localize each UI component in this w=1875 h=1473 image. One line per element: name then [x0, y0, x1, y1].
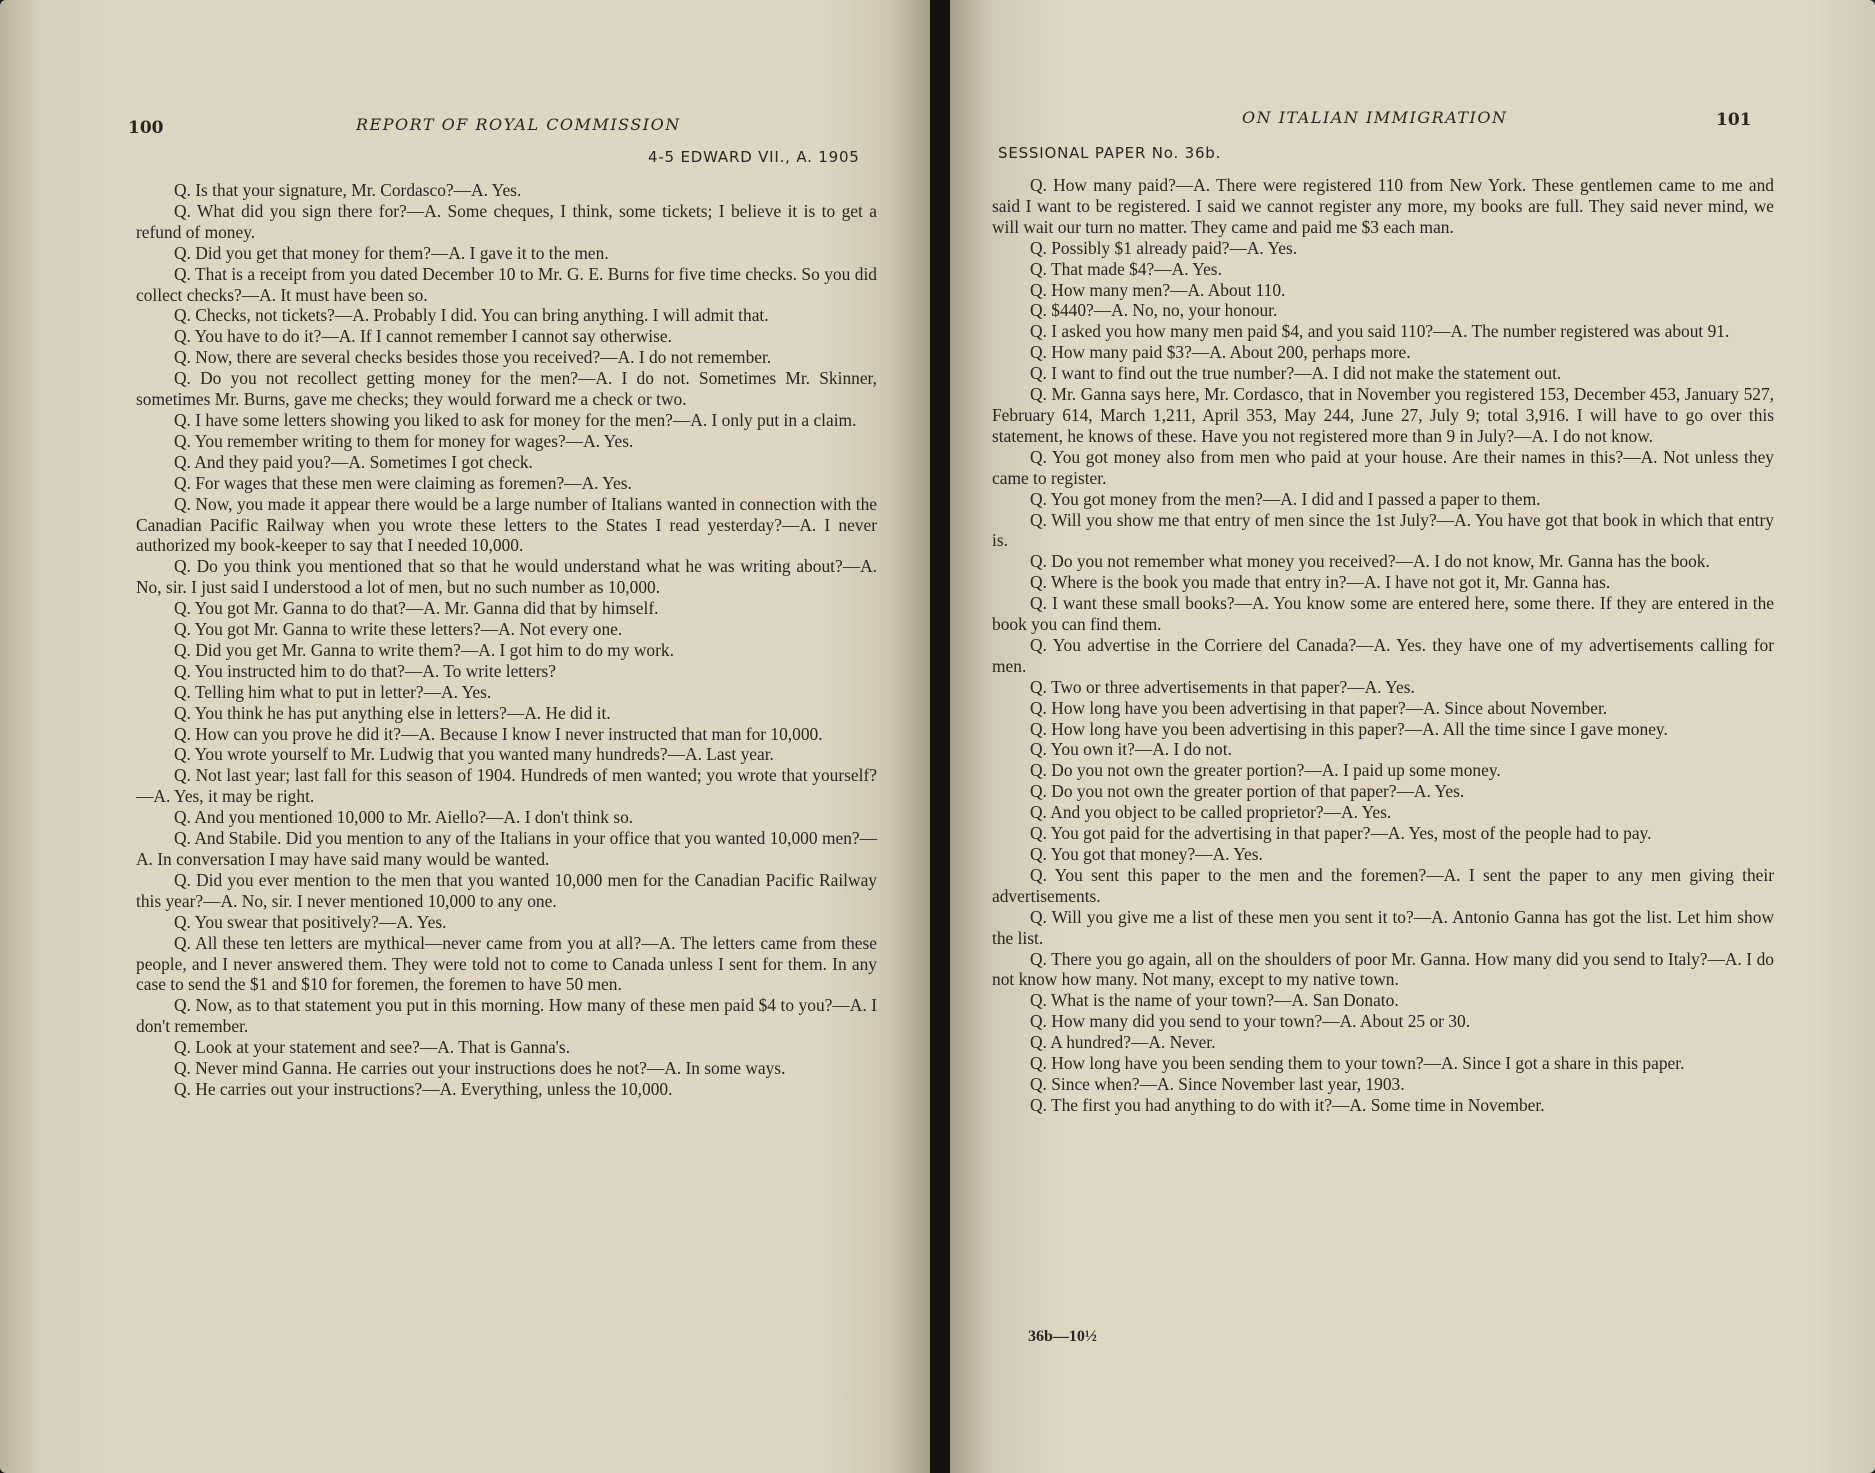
qa-paragraph: Q. The first you had anything to do with it?—A. Some time in November. [1030, 1094, 1545, 1115]
qa-paragraph: Q. How many did you send to your town?—A. About 25 or 30. [1030, 1011, 1471, 1032]
left-page-text [136, 180, 877, 1100]
qa-paragraph: Q. You remember writing to them for money for wages?—A. Yes. [174, 430, 634, 451]
qa-paragraph: Q. All these ten letters are mythical—never came from you at all?—A. The letters came from these people, and I never answered them. They were told not to come to Canada unless I sent for them. In any case to send the $1 and $10 for foremen, the foremen to have 50 men. [136, 932, 877, 995]
qa-paragraph: Q. That is a receipt from you dated December 10 to Mr. G. E. Burns for five time checks. So you did collect checks?—A. It must have been so. [136, 263, 877, 305]
qa-paragraph: Q. Mr. Ganna says here, Mr. Cordasco, that in November you registered 153, December 453, January 527, February 614, March 1,211, April 353, May 244, June 27, July 9; total 3,916. I will have to go over this statement, he knows of these. Have you not registered more than 9 in July?—A. I do not know. [992, 384, 1774, 446]
qa-paragraph: Q. There you go again, all on the shoulders of poor Mr. Ganna. How many did you send to Italy?—A. I do not know how many. Not many, except to my native town. [992, 948, 1774, 990]
qa-paragraph: Q. You wrote yourself to Mr. Ludwig that you wanted many hundreds?—A. Last year. [174, 744, 774, 765]
qa-paragraph: Q. You have to do it?—A. If I cannot remember I cannot say otherwise. [174, 326, 672, 347]
qa-paragraph: Q. Do you not remember what money you received?—A. I do not know, Mr. Ganna has the book. [1030, 551, 1710, 572]
qa-paragraph: Q. And Stabile. Did you mention to any of the Italians in your office that you wanted 10,000 men?—A. In conversation I may have said many would be wanted. [136, 828, 877, 869]
qa-paragraph: Q. Do you not recollect getting money for the men?—A. I do not. Sometimes Mr. Skinner, sometimes Mr. Burns, gave me checks; they would forward me a check or two. [136, 368, 877, 410]
qa-paragraph: Q. Is that your signature, Mr. Cordasco?—A. Yes. [174, 180, 522, 200]
qa-paragraph: Q. And you mentioned 10,000 to Mr. Aiello?—A. I don't think so. [174, 807, 634, 828]
qa-paragraph: Q. You advertise in the Corriere del Canada?—A. Yes. they have one of my advertisements calling for men. [992, 634, 1774, 676]
edition-label: 4-5 EDWARD VII., A. 1905 [648, 148, 860, 166]
qa-paragraph: Q. $440?—A. No, no, your honour. [1030, 300, 1278, 321]
qa-paragraph: Q. Did you get Mr. Ganna to write them?—A. I got him to do my work. [174, 639, 674, 660]
qa-paragraph: Q. How many men?—A. About 110. [1030, 279, 1286, 300]
qa-paragraph: Q. Now, as to that statement you put in this morning. How many of these men paid $4 to you?—A. I don't remember. [136, 995, 877, 1037]
right-page-text [992, 175, 1774, 1116]
qa-paragraph: Q. How many paid $3?—A. About 200, perhaps more. [1030, 342, 1411, 363]
qa-paragraph: Q. You swear that positively?—A. Yes. [174, 911, 447, 932]
qa-paragraph: Q. You think he has put anything else in letters?—A. He did it. [174, 702, 611, 723]
qa-paragraph: Q. How many paid?—A. There were registered 110 from New York. These gentlemen came to me and said I want to be registered. I said we cannot register any more, my books are full. They said never mind, we will wait our turn no matter. They came and paid me $3 each man. [992, 175, 1774, 237]
qa-paragraph: Q. Will you show me that entry of men since the 1st July?—A. You have got that book in which that entry is. [992, 509, 1774, 551]
qa-paragraph: Q. A hundred?—A. Never. [1030, 1032, 1216, 1053]
running-title-right: ON ITALIAN IMMIGRATION [1242, 108, 1508, 127]
page-number-left: 100 [128, 118, 164, 138]
qa-paragraph: Q. And they paid you?—A. Sometimes I got check. [174, 451, 533, 472]
qa-paragraph: Q. I have some letters showing you liked to ask for money for the men?—A. I only put in a claim. [174, 409, 857, 430]
page-number-right: 101 [1716, 110, 1752, 130]
qa-paragraph: Q. Do you think you mentioned that so that he would understand what he was writing about?—A. No, sir. I just said I understood a lot of men, but no such number as 10,000. [136, 556, 877, 598]
qa-paragraph: Q. You got Mr. Ganna to write these letters?—A. Not every one. [174, 619, 623, 640]
qa-paragraph: Q. Where is the book you made that entry in?—A. I have not got it, Mr. Ganna has. [1030, 572, 1611, 593]
qa-paragraph: Q. Do you not own the greater portion of that paper?—A. Yes. [1030, 781, 1465, 802]
right-page [950, 0, 1875, 1473]
qa-paragraph: Q. For wages that these men were claiming as foremen?—A. Yes. [174, 472, 632, 493]
page-footer-signature: 36b—10½ [1028, 1328, 1097, 1345]
left-page [0, 0, 930, 1473]
qa-paragraph: Q. Not last year; last fall for this season of 1904. Hundreds of men wanted; you wrote that yourself?—A. Yes, it may be right. [136, 765, 877, 807]
qa-paragraph: Q. Look at your statement and see?—A. That is Ganna's. [174, 1037, 570, 1058]
qa-paragraph: Q. Two or three advertisements in that paper?—A. Yes. [1030, 676, 1415, 697]
sessional-paper-label: SESSIONAL PAPER No. 36b. [998, 144, 1222, 162]
qa-paragraph: Q. You instructed him to do that?—A. To write letters? [174, 660, 556, 681]
qa-paragraph: Q. Did you get that money for them?—A. I gave it to the men. [174, 242, 609, 263]
qa-paragraph: Q. You got money from the men?—A. I did and I passed a paper to them. [1030, 488, 1541, 509]
qa-paragraph: Q. That made $4?—A. Yes. [1030, 258, 1222, 279]
qa-paragraph: Q. You got that money?—A. Yes. [1030, 844, 1263, 864]
qa-paragraph: Q. Now, you made it appear there would be a large number of Italians wanted in connection with the Canadian Pacific Railway when you wrote these letters to the States I read yesterday?—A. I never authorized my book-keeper to say that I needed 10,000. [136, 493, 877, 556]
qa-paragraph: Q. How long have you been advertising in this paper?—A. All the time since I gave money. [1030, 718, 1668, 739]
qa-paragraph: Q. What is the name of your town?—A. San Donato. [1030, 990, 1399, 1011]
qa-paragraph: Q. How long have you been sending them to your town?—A. Since I got a share in this paper. [1030, 1053, 1685, 1074]
qa-paragraph: Q. You sent this paper to the men and the foremen?—A. I sent the paper to any men giving their advertisements. [992, 864, 1774, 906]
qa-paragraph: Q. I asked you how many men paid $4, and you said 110?—A. The number registered was about 91. [1030, 321, 1730, 342]
qa-paragraph: Q. Since when?—A. Since November last year, 1903. [1030, 1073, 1405, 1094]
qa-paragraph: Q. Will you give me a list of these men you sent it to?—A. Antonio Ganna has got the list. Let him show the list. [992, 906, 1774, 948]
qa-paragraph: Q. And you object to be called proprietor?—A. Yes. [1030, 802, 1392, 823]
qa-paragraph: Q. Never mind Ganna. He carries out your instructions does he not?—A. In some ways. [174, 1058, 786, 1079]
qa-paragraph: Q. I want these small books?—A. You know some are entered here, some there. If they are entered in the book you can find them. [992, 593, 1774, 635]
qa-paragraph: Q. He carries out your instructions?—A. Everything, unless the 10,000. [174, 1078, 673, 1099]
qa-paragraph: Q. How can you prove he did it?—A. Because I know I never instructed that man for 10,000. [174, 723, 823, 744]
qa-paragraph: Q. I want to find out the true number?—A. I did not make the statement out. [1030, 363, 1562, 384]
qa-paragraph: Q. Checks, not tickets?—A. Probably I did. You can bring anything. I will admit that. [174, 305, 769, 326]
qa-paragraph: Q. Telling him what to put in letter?—A. Yes. [174, 681, 492, 702]
qa-paragraph: Q. Now, there are several checks besides those you received?—A. I do not remember. [174, 347, 772, 368]
book-gutter [930, 0, 950, 1473]
qa-paragraph: Q. Possibly $1 already paid?—A. Yes. [1030, 237, 1298, 258]
qa-paragraph: Q. You got money also from men who paid at your house. Are their names in this?—A. Not unless they came to register. [992, 446, 1774, 488]
qa-paragraph: Q. Do you not own the greater portion?—A. I paid up some money. [1030, 760, 1501, 781]
qa-paragraph: Q. What did you sign there for?—A. Some cheques, I think, some tickets; I believe it is to get a refund of money. [136, 200, 877, 242]
qa-paragraph: Q. You got Mr. Ganna to do that?—A. Mr. Ganna did that by himself. [174, 598, 659, 619]
qa-paragraph: Q. How long have you been advertising in that paper?—A. Since about November. [1030, 697, 1608, 718]
qa-paragraph: Q. Did you ever mention to the men that you wanted 10,000 men for the Canadian Pacific Railway this year?—A. No, sir. I never mentioned 10,000 to any one. [136, 869, 877, 911]
qa-paragraph: Q. You own it?—A. I do not. [1030, 739, 1232, 760]
qa-paragraph: Q. You got paid for the advertising in that paper?—A. Yes, most of the people had to pay. [1030, 823, 1652, 844]
running-title-left: REPORT OF ROYAL COMMISSION [356, 115, 681, 134]
